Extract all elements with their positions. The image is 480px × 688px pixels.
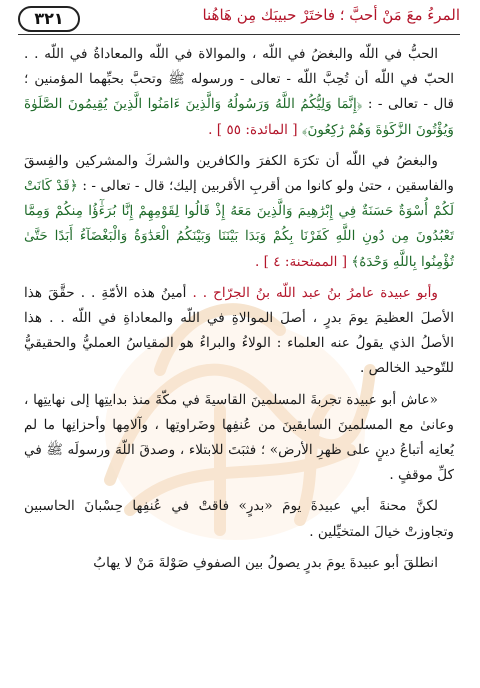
paragraph bbox=[24, 149, 454, 275]
quran-verse: ﴿إِنَّمَا وَلِيُّكُمُ اللَّهُ وَرَسُولُهُ وَالَّذِينَ ءَامَنُوا الَّذِينَ يُقِيمُونَ الصَّلَوٰةَ وَيُؤْتُونَ الزَّكَوٰةَ وَهُمْ رَٰكِعُونَ﴾ bbox=[24, 96, 454, 138]
header-rule bbox=[18, 34, 460, 35]
text-run: «عاش أبو عبيدة تجربةَ المسلمينَ القاسيةَ في مكّةَ منذ بدايتِها إلى نهايتِها ، وعانىٰ مع المسلمينَ السابقينَ من عُنفِها وضَراوتِها ، وآلامِها وأحزانِها ما لم يُعانِه أتباعُ دينٍ على ظهرِ الأرض» ؛ فثبَتَ للابتلاء ، وصدقَ اللّهَ ورسولَه ﷺ في كلِّ موقفٍ . bbox=[24, 391, 454, 484]
highlight-text: [ الممتحنة: ٤ ] . bbox=[254, 253, 352, 270]
paragraph bbox=[24, 494, 454, 544]
text-run: أمينُ هذه الأمّةِ . . حقَّقَ هذا الأصلَ العظيمَ يومَ بدرٍ ، أصلَ الموالاةِ في اللّه والمعاداةِ في اللّه . . هذا الأصلُ الذي يقولُ عنه العلماء : الولاءُ والبراءُ هو المقياسُ العمليُّ والحقيقيُّ للتّوحيد الخالص . bbox=[24, 284, 454, 377]
highlight-text: [ المائدة: ٥٥ ] . bbox=[208, 121, 302, 138]
paragraph bbox=[24, 42, 454, 143]
body-text bbox=[24, 42, 454, 576]
paragraph bbox=[24, 281, 454, 382]
paragraph bbox=[24, 388, 454, 489]
running-title: المرءُ معَ مَنْ أحبَّ ؛ فاختَرْ حبيبَك مِن هَاهُنا bbox=[202, 6, 460, 24]
highlight-text: وأبو عبيدة عامرُ بنُ عبد اللّه بنُ الجرّاح . . bbox=[186, 284, 438, 301]
quran-verse: ﴿قَدْ كَانَتْ لَكُمْ أُسْوَةٌ حَسَنَةٌ فِي إِبْرَٰهِيمَ وَالَّذِينَ مَعَهُ إِذْ قَالُوا لِقَوْمِهِمْ إِنَّا بُرَءَٰٓؤُا مِنكُمْ وَمِمَّا تَعْبُدُونَ مِن دُونِ اللَّهِ كَفَرْنَا بِكُمْ وَبَدَا بَيْنَنَا وَبَيْنَكُمُ الْعَدَٰوَةُ وَالْبَغْضَآءُ أَبَدًا حَتَّىٰ تُؤْمِنُوا بِاللَّهِ وَحْدَهُ﴾ bbox=[24, 178, 454, 270]
paragraph bbox=[24, 551, 454, 576]
page-number-badge: ٣٢١ bbox=[18, 6, 80, 32]
text-run: لكنَّ محنةَ أبي عبيدةَ يومَ «بدرٍ» فاقتْ في عُنفِها حِسْبانَ الحاسبين وتجاوزتْ خيالَ المتخيِّلين . bbox=[24, 498, 454, 540]
text-run: انطلقَ أبو عبيدةَ يومَ بدرٍ يصولُ بين الصفوفِ صَوْلةَ مَنْ لا يهابُ bbox=[93, 554, 438, 571]
text-run: الحبُّ في اللّه والبغضُ في اللّه ، والموالاة في اللّه والمعاداةُ في اللّه . . الحبّ في اللّه أن تُحِبَّ اللّه - تعالى - ورسوله ﷺ وتحبَّ بحبِّهما المؤمنين ؛ قال - تعالى - : bbox=[24, 46, 455, 113]
text-run: والبغضُ في اللّه أن تكرَهَ الكفرَ والكافرين والشركَ والمشركين والفِسقَ والفاسقين ، حتىٰ ولو كانوا من أقربِ الأقربين إليك؛ قال - تعالى - : bbox=[24, 152, 454, 195]
